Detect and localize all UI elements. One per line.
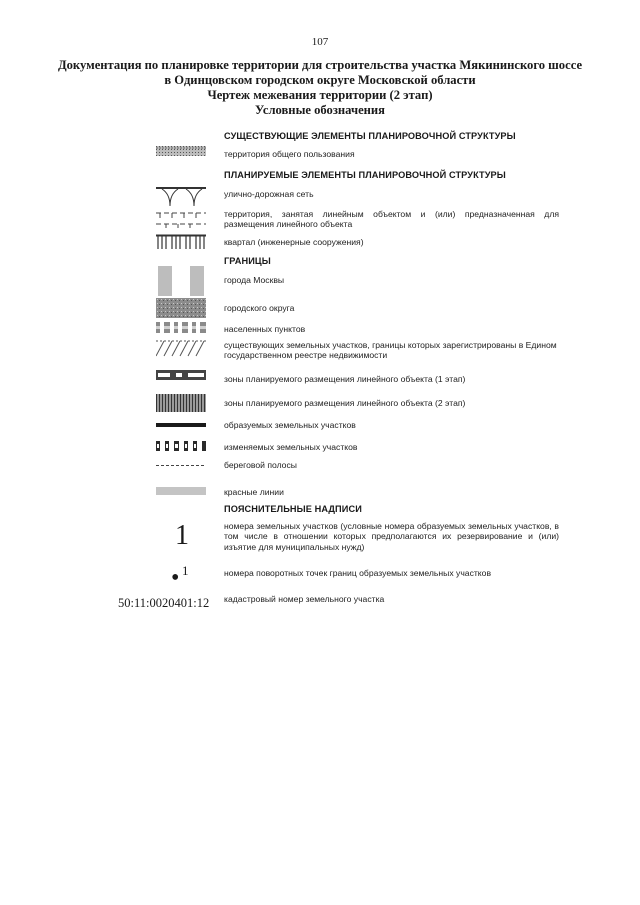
linear-zone-stage1-label: зоны планируемого размещения линейного объекта (1 этап) <box>224 374 466 384</box>
title-line-4: Условные обозначения <box>254 103 385 117</box>
cadastral-number-sample: 50:11:0020401:12 <box>118 596 210 610</box>
city-district-border-symbol <box>156 298 206 318</box>
linear-zone-stage1-symbol <box>156 370 206 380</box>
linear-zone-stage2-symbol <box>156 394 206 412</box>
settlements-border-label: населенных пунктов <box>224 324 306 334</box>
page-number: 107 <box>311 36 329 48</box>
title-line-2: в Одинцовском городском округе Московской области <box>164 73 476 87</box>
plot-numbers-label: номера земельных участков (условные номера образуемых земельных участков, в том числе в отношении которых предполагаются их резервирование и (или) изъятие для муниципальных нужд) <box>224 521 559 552</box>
street-network-label: улично-дорожная сеть <box>224 189 314 199</box>
existing-plots-label: существующих земельных участков, границы которых зарегистрированы в Едином государственном реестре недвижимости <box>224 340 557 361</box>
moscow-border-symbol <box>156 266 206 296</box>
linear-object-territory-label: территория, занятая линейным объектом и (или) предназначенная для размещения линейного объекта <box>224 209 559 230</box>
plot-number-sample: 1 <box>175 520 189 551</box>
cadastral-number-label: кадастровый номер земельного участка <box>224 594 385 604</box>
formed-plots-label: образуемых земельных участков <box>224 420 356 430</box>
changed-plots-symbol <box>156 441 206 451</box>
section-existing-heading: СУЩЕСТВУЮЩИЕ ЭЛЕМЕНТЫ ПЛАНИРОВОЧНОЙ СТРУКТУРЫ <box>224 131 516 141</box>
moscow-border-label: города Москвы <box>224 275 285 285</box>
linear-zone-stage2-label: зоны планируемого размещения линейного объекта (2 этап) <box>224 398 466 408</box>
street-network-symbol <box>156 186 206 208</box>
engineering-block-label: квартал (инженерные сооружения) <box>224 237 364 247</box>
title-line-3: Чертеж межевания территории (2 этап) <box>207 88 433 102</box>
document-title <box>0 58 640 118</box>
title-line-1: Документация по планировке территории для строительства участка Мякининского шоссе <box>57 58 583 72</box>
settlements-border-symbol <box>156 322 206 333</box>
formed-plots-symbol <box>156 423 206 429</box>
city-district-border-label: городского округа <box>224 303 295 313</box>
turning-point-sample: 1 <box>182 563 189 578</box>
red-lines-label: красные линии <box>224 487 284 497</box>
turning-point-dot-icon: • <box>171 565 180 591</box>
shore-strip-label: береговой полосы <box>224 460 297 470</box>
public-territory-symbol <box>156 146 206 158</box>
section-borders-heading: ГРАНИЦЫ <box>224 256 271 266</box>
shore-strip-symbol <box>156 464 206 467</box>
existing-plots-symbol <box>156 340 206 357</box>
changed-plots-label: изменяемых земельных участков <box>224 442 358 452</box>
turning-points-label: номера поворотных точек границ образуемых земельных участков <box>224 568 492 578</box>
red-lines-symbol <box>156 487 206 495</box>
section-planned-heading: ПЛАНИРУЕМЫЕ ЭЛЕМЕНТЫ ПЛАНИРОВОЧНОЙ СТРУКТУРЫ <box>224 170 506 180</box>
engineering-block-symbol <box>156 234 206 250</box>
public-territory-label: территория общего пользования <box>224 149 355 159</box>
linear-object-territory-symbol <box>156 209 206 229</box>
section-notes-heading: ПОЯСНИТЕЛЬНЫЕ НАДПИСИ <box>224 504 362 514</box>
